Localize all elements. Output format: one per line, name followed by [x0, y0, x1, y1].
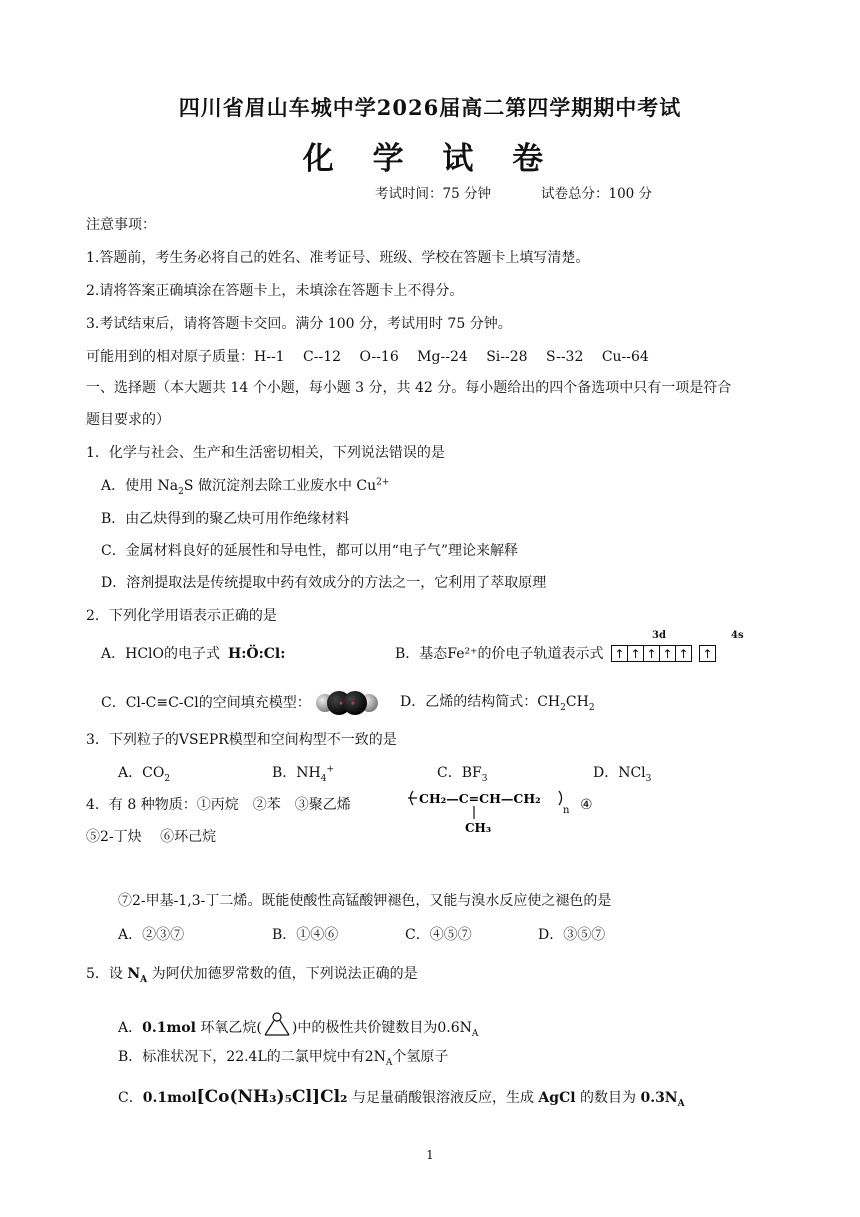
q2-option-c: C．Cl-C≡C-Cl的空间填充模型：: [101, 689, 379, 717]
q2-option-a: A．HClO的电子式 H:Ö:Cl:: [101, 646, 286, 662]
q2-option-b: B．基态Fe²⁺的价电子轨道表示式 3d 4s ↑ ↑ ↑ ↑ ↑ ↑: [395, 630, 744, 662]
q4-option-d: D．③⑤⑦: [538, 927, 606, 943]
polymer-main-chain: CH₂—C=CH—CH₂: [419, 791, 541, 806]
q1-option-d: D．溶剂提取法是传统提取中药有效成分的方法之一，它利用了萃取原理: [101, 575, 547, 591]
q4-stem: 4．有 8 种物质：①丙烷 ②苯 ③聚乙烯: [86, 797, 351, 813]
q3-stem: 3．下列粒子的VSEPR模型和空间构型不一致的是: [86, 732, 397, 748]
q5-option-b: B．标准状况下，22.4L的二氯甲烷中有$2N_A$个氢原子: [118, 1049, 449, 1068]
q3-option-a: A．$CO_2$: [118, 765, 171, 784]
section1-line2: 题目要求的）: [86, 412, 170, 428]
q5-option-c: C．0.1mol[Co(NH₃)₅Cl]Cl₂ 与足量硝酸银溶液反应，生成 AgCl 的数目为 $0.3N_A$: [118, 1087, 685, 1109]
q5-option-a: A．0.1mol 环氧乙烷( )中的极性共价键数目为$0.6N_A$: [118, 1012, 478, 1038]
q3-option-d: D．NCl$_3$: [593, 765, 652, 784]
q4-line2: ⑤2-丁炔 ⑥环己烷: [86, 829, 217, 845]
q4-item-4: ④: [580, 797, 593, 813]
polymer-branch: CH₃: [465, 821, 492, 835]
note-2: 2.请将答案正确填涂在答题卡上，未填涂在答题卡上不得分。: [86, 283, 464, 299]
q3-option-b: B．$NH_4^+$: [272, 764, 335, 784]
note-1: 1.答题前，考生务必将自己的姓名、准考证号、班级、学校在答题卡上填写清楚。: [86, 250, 590, 266]
notes-heading: 注意事项：: [86, 217, 156, 233]
hclo-electron-formula: H:Ö:Cl:: [228, 646, 286, 662]
q4-option-c: C．④⑤⑦: [405, 927, 472, 943]
q4-option-a: A．②③⑦: [118, 927, 185, 943]
exam-subtitle: 化 学 试 卷: [302, 141, 558, 177]
exam-time: 考试时间：75 分钟: [375, 186, 491, 202]
page-number: 1: [426, 1148, 434, 1162]
q1-stem: 1．化学与社会、生产和生活密切相关，下列说法错误的是: [86, 445, 445, 461]
q1-option-b: B．由乙炔得到的聚乙炔可用作绝缘材料: [101, 511, 350, 527]
q2-option-d: D．乙烯的结构简式：$CH_2CH_2$: [400, 694, 595, 713]
exam-info: [375, 182, 652, 202]
q4-option-b: B．①④⑥: [272, 927, 339, 943]
polymer-n: n: [563, 805, 570, 816]
q3-option-c: C．$BF_3$: [437, 765, 488, 784]
note-3: 3.考试结束后，请将答题卡交回。满分 100 分，考试用时 75 分钟。: [86, 316, 512, 332]
epoxide-ring-icon: [262, 1012, 292, 1038]
q4-line3: ⑦2-甲基-1,3-丁二烯。既能使酸性高锰酸钾褪色，又能与溴水反应使之褪色的是: [118, 893, 612, 909]
q2-stem: 2．下列化学用语表示正确的是: [86, 608, 277, 624]
q1-option-c: C．金属材料良好的延展性和导电性，都可以用“电子气”理论来解释: [101, 543, 519, 559]
complex-formula: [Co(NH₃)₅Cl]Cl₂: [196, 1087, 348, 1107]
space-filling-model-icon: [315, 689, 379, 717]
polymer-structure: [407, 788, 607, 838]
atomic-mass: 可能用到的相对原子质量：H--1 C--12 O--16 Mg--24 Si--28 S--32 Cu--64: [86, 349, 649, 365]
orbital-diagram: 3d 4s ↑ ↑ ↑ ↑ ↑ ↑: [612, 644, 716, 664]
total-score: 试卷总分：100 分: [540, 186, 653, 202]
exam-title: 四川省眉山车城中学2026届高二第四学期期中考试: [178, 95, 682, 120]
q1-option-a: A．使用 $Na_2S$ 做沉淀剂去除工业废水中 $Cu^{2+}$: [101, 477, 390, 497]
q5-stem: 5．设 $N_A$ 为阿伏加德罗常数的值，下列说法正确的是: [86, 966, 418, 985]
section1-line1: 一、选择题（本大题共 14 个小题，每小题 3 分，共 42 分。每小题给出的四个备选项中只有一项是符合: [86, 380, 732, 396]
